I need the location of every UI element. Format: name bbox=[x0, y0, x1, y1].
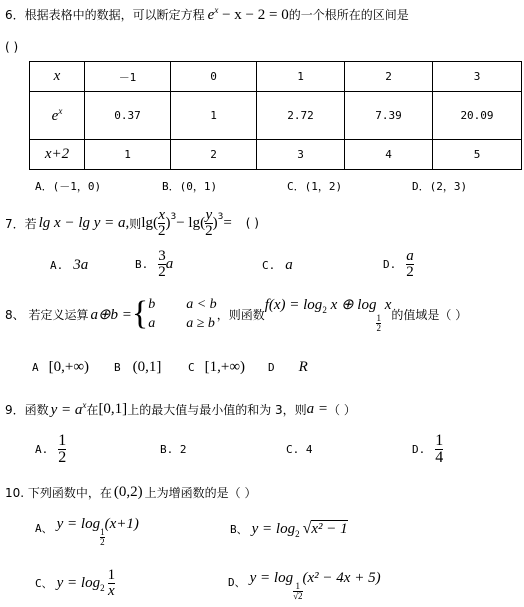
q8-option-c: C [1,+∞) bbox=[188, 358, 246, 375]
q6-eq-base: e bbox=[207, 7, 215, 23]
q7-close1: ) bbox=[165, 214, 171, 231]
q9-func: $y = a^x$ bbox=[50, 399, 87, 418]
q7-stem-prefix: 7．若 bbox=[5, 216, 37, 231]
table-cell: 3 bbox=[433, 62, 522, 92]
table-cell: 20.09 bbox=[433, 92, 522, 140]
q7-given: lg x − lg y = a, bbox=[38, 214, 130, 231]
table-cell: 0.37 bbox=[85, 92, 171, 140]
q8-stem-prefix: 8、 若定义运算 bbox=[5, 307, 89, 322]
table-cell: －1 bbox=[85, 62, 171, 92]
q7-equals: = bbox=[223, 214, 232, 231]
q8-mid: ，则函数 bbox=[216, 307, 265, 322]
table-cell: 1 bbox=[85, 140, 171, 170]
q10-stem-prefix: 10. 下列函数中，在 bbox=[5, 485, 112, 500]
q7-close2: ) bbox=[212, 214, 218, 231]
q9-stem-prefix: 9．函数 bbox=[5, 402, 49, 417]
q9-option-b: B. 2 bbox=[160, 443, 187, 456]
table-row bbox=[30, 140, 522, 170]
q7-option-c: C. a bbox=[262, 256, 293, 273]
q8-stem-suffix: 的值域是（ ） bbox=[391, 307, 468, 322]
q10-option-c: C、 y = log $_2$ $\frac{1}{x}$ bbox=[35, 566, 116, 599]
q6-eq-sup: x bbox=[214, 5, 219, 15]
q6-stem-suffix: 的一个根所在的区间是 bbox=[288, 8, 409, 22]
q8-brace: { bbox=[131, 295, 149, 332]
q7-exp1: 3 bbox=[170, 212, 177, 222]
q6-option-b: B．(0，1) bbox=[162, 180, 218, 193]
q9-a-eq: a = bbox=[306, 400, 329, 417]
q9-interval: [0,1] bbox=[98, 400, 128, 417]
q7-frac-x-over-2: $\frac{x}{2}$ bbox=[157, 206, 166, 239]
q7-frac-y-over-2: $\frac{y}{2}$ bbox=[205, 206, 213, 239]
row-label-ex: $e^x$ bbox=[30, 92, 85, 140]
q8-func: $f(x) = \log_2 x$ ⊕ log $\frac{1}{2}$ x bbox=[264, 297, 392, 333]
table-cell: 5 bbox=[433, 140, 522, 170]
q8-option-a: A [0,+∞) bbox=[32, 358, 90, 375]
q7-then: 则 bbox=[129, 216, 142, 231]
q9-paren: （ ） bbox=[328, 402, 356, 417]
table-cell: 1 bbox=[257, 62, 345, 92]
q8-cases: b a < b a a ≥ b bbox=[148, 297, 217, 331]
table-cell: 2 bbox=[171, 140, 257, 170]
q6-stem-prefix: 6．根据表格中的数据，可以断定方程 bbox=[5, 8, 205, 22]
q6-option-d: D．(2，3) bbox=[412, 180, 468, 193]
table-row bbox=[30, 92, 522, 140]
q8-stem bbox=[5, 291, 467, 337]
table-cell: 3 bbox=[257, 140, 345, 170]
q7-expr-lg2: − lg( bbox=[176, 214, 206, 231]
table-cell: 4 bbox=[345, 140, 433, 170]
q6-eq-tail: − x − 2 = 0 bbox=[218, 7, 289, 23]
table-row bbox=[30, 62, 522, 92]
q7-stem bbox=[5, 205, 259, 241]
q10-option-b: B、 y = log $_2$ √ x² − 1 bbox=[230, 520, 348, 539]
table-cell: 2 bbox=[345, 62, 433, 92]
row-label-x: x bbox=[30, 62, 85, 92]
row-label-x-plus-2: x+2 bbox=[30, 140, 85, 170]
q10-interval: (0,2) bbox=[113, 483, 143, 500]
q10-stem bbox=[5, 480, 256, 504]
table-cell: 2.72 bbox=[257, 92, 345, 140]
q7-option-d: D. $\frac{a}{2}$ bbox=[383, 247, 414, 280]
q6-option-a: A．(－1，0) bbox=[35, 180, 102, 193]
sqrt-icon: √ bbox=[302, 520, 312, 537]
q6-option-c: C．(1，2) bbox=[287, 180, 343, 193]
q8-option-d: D R bbox=[268, 358, 308, 375]
q8-operation: a⊕b = bbox=[90, 306, 132, 323]
q6-table bbox=[29, 61, 522, 170]
q9-option-c: C. 4 bbox=[286, 443, 313, 456]
q9-in: 在 bbox=[86, 402, 99, 417]
q6-stem bbox=[5, 5, 409, 24]
q9-stem-mid: 上的最大值与最小值的和为 3，则 bbox=[127, 402, 307, 417]
q10-option-a: A、 y = log $\frac{1}{2}$ (x+1) bbox=[35, 516, 139, 547]
table-cell: 0 bbox=[171, 62, 257, 92]
q10-stem-suffix: 上为增函数的是（ ） bbox=[144, 485, 257, 500]
q9-option-d: D. $\frac{1}{4}$ bbox=[412, 431, 444, 466]
q7-option-a: A. 3a bbox=[50, 256, 89, 273]
q9-stem bbox=[5, 397, 356, 421]
table-cell: 1 bbox=[171, 92, 257, 140]
q9-option-a: A. $\frac{1}{2}$ bbox=[35, 431, 67, 466]
q6-paren: ( ) bbox=[5, 40, 19, 54]
q7-expr-lg1: lg( bbox=[141, 214, 158, 231]
q7-paren: ( ) bbox=[245, 216, 259, 230]
q10-option-d: D、 y = log $\frac{1}{√2}$ (x² − 4x + 5) bbox=[228, 570, 381, 601]
q7-option-b: B. $\frac{3}{2}$ a bbox=[135, 247, 174, 280]
q7-exp2: 3 bbox=[217, 212, 224, 222]
table-cell: 7.39 bbox=[345, 92, 433, 140]
q6-equation bbox=[208, 7, 289, 23]
q8-option-b: B (0,1] bbox=[114, 358, 162, 375]
